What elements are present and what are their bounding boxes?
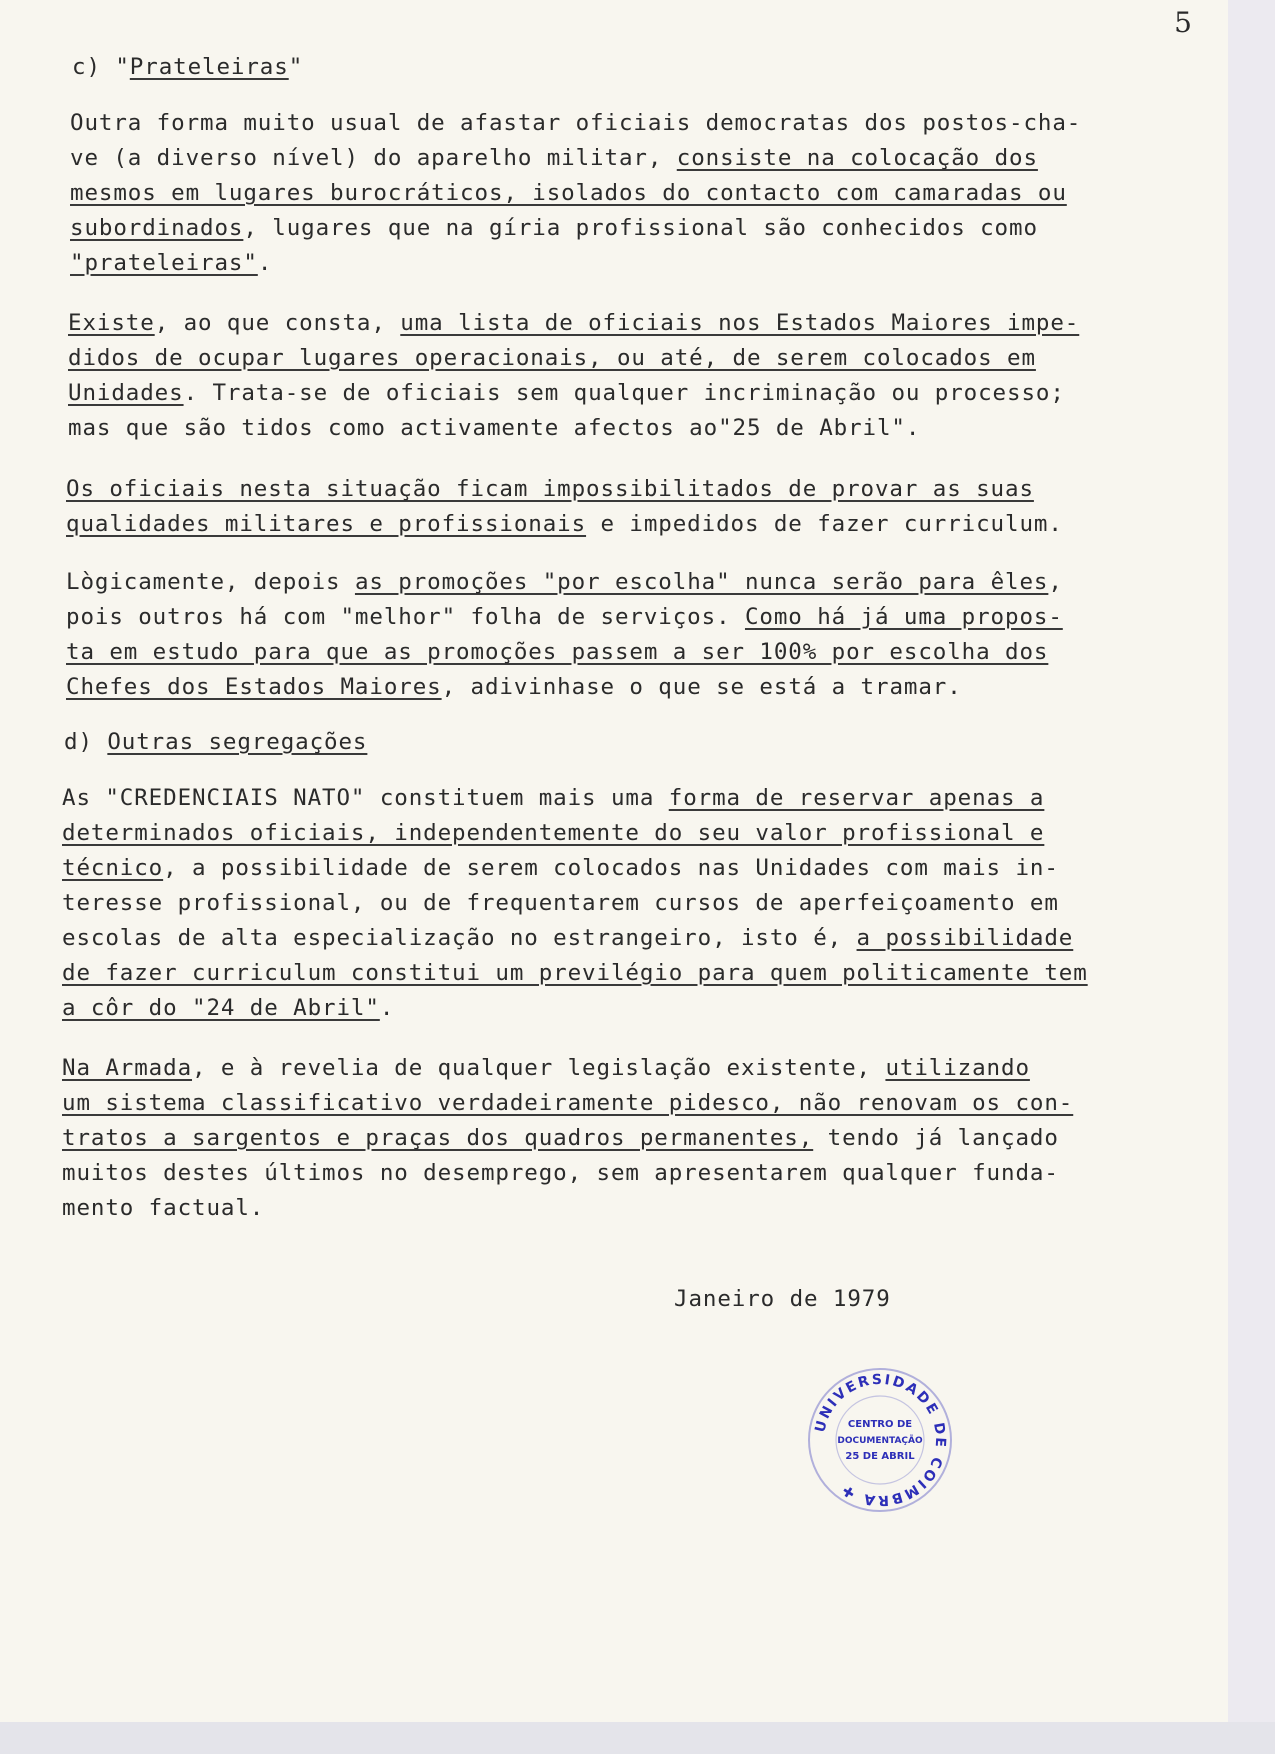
paragraph-line [62,1088,1073,1118]
paragraph-line [62,783,1044,813]
paragraph-line [68,378,1065,408]
underlined-text: Chefes dos Estados Maiores [66,674,442,700]
underlined-text: qualidades militares e profissionais [66,511,587,537]
paragraph-line: mas que são tidos como activamente afectos ao"25 de Abril". [68,415,921,441]
underlined-text: a possibilidade [856,925,1074,951]
underlined-text: de fazer curriculum constitui um previlégio para quem politicamente tem [62,960,1088,986]
paragraph-line [62,1123,1059,1153]
date-line: Janeiro de 1979 [674,1286,891,1312]
heading-prefix: d) [64,729,108,755]
text-span: escolas de alta especialização no estrangeiro, isto é, [62,925,857,951]
underlined-text: Existe [68,310,155,336]
text-span: , adivinhase o que se está a tramar. [441,674,962,700]
text-span: As "CREDENCIAIS NATO" constituem mais uma [62,785,669,811]
paragraph-line [70,213,1038,243]
heading-title: Outras segregações [107,729,368,755]
underlined-text: a côr do "24 de Abril" [62,995,380,1021]
text-span: . [257,250,273,276]
text-span: . Trata-se de oficiais sem qualquer incriminação ou processo; [183,380,1065,406]
paragraph-line [66,567,1063,597]
paragraph-line [62,923,1073,953]
underlined-text: Na Armada [62,1055,193,1081]
underlined-text: Como há já uma propos- [744,604,1063,630]
underlined-text: mesmos em lugares burocráticos, isolados do contacto com camaradas ou [70,180,1067,206]
text-span: e impedidos de fazer curriculum. [586,511,1063,537]
text-span: pois outros há com "melhor" folha de serviços. [66,604,745,630]
paragraph-line [66,509,1063,539]
paragraph-line [62,1053,1030,1083]
text-span: , e à revelia de qualquer legislação existente, [192,1055,886,1081]
text-span: , ao que consta, [154,310,401,336]
paragraph-line [66,474,1034,504]
paragraph-line [70,248,272,278]
paragraph-line [66,637,1048,667]
text-span: tendo já lançado [813,1125,1059,1151]
stamp-ring-text: UNIVERSIDADE DE COIMBRA ✚ [812,1371,949,1509]
scanner-background-bottom [0,1722,1275,1754]
underlined-text: "prateleiras" [70,250,258,276]
underlined-text: forma de reservar apenas a [668,785,1045,811]
library-stamp [805,1365,955,1515]
underlined-text: técnico [62,855,164,881]
text-span: , a possibilidade de serem colocados nas Unidades com mais in- [163,855,1059,881]
paragraph-line [68,343,1036,373]
underlined-text: um sistema classificativo verdadeiramente pidesco, não renovam os con- [62,1090,1074,1116]
scanner-background-right [1228,0,1275,1754]
underlined-text: utilizando [885,1055,1030,1081]
paragraph-line [66,672,962,702]
paragraph-line [68,308,1079,338]
underlined-text: Os oficiais nesta situação ficam impossibilitados de provar as suas [66,476,1034,502]
paragraph-line [66,602,1063,632]
underlined-text: subordinados [70,215,244,241]
heading-title: Prateleiras [129,54,289,80]
underlined-text: Unidades [68,380,184,406]
paragraph-line [70,178,1067,208]
paragraph-line: Outra forma muito usual de afastar oficiais democratas dos postos-cha- [70,110,1082,136]
paragraph-line [62,993,394,1023]
page-number: 5 [1174,6,1192,39]
underlined-text: uma lista de oficiais nos Estados Maiores impe- [400,310,1080,336]
paragraph-line [62,818,1044,848]
section-d-heading [64,727,367,757]
text-span: ve (a diverso nível) do aparelho militar, [70,145,677,171]
text-span: . [379,995,395,1021]
heading-prefix: c) " [72,54,130,80]
paragraph-line [62,853,1059,883]
stamp-seal-icon [805,1365,955,1515]
underlined-text: determinados oficiais, independentemente do seu valor profissional e [62,820,1045,846]
text-span: , lugares que na gíria profissional são conhecidos como [243,215,1038,241]
underlined-text: consiste na colocação dos [676,145,1038,171]
paragraph-line: mento factual. [62,1195,265,1221]
paragraph-line: muitos destes últimos no desemprego, sem apresentarem qualquer funda- [62,1160,1059,1186]
stamp-line-1: CENTRO DE [847,1419,913,1430]
underlined-text: didos de ocupar lugares operacionais, ou até, de serem colocados em [68,345,1036,371]
stamp-line-2: DOCUMENTAÇÃO [837,1436,923,1446]
underlined-text: tratos a sargentos e praças dos quadros permanentes, [62,1125,814,1151]
underlined-text: as promoções "por escolha" nunca serão para êles [354,569,1049,595]
paragraph-line [70,143,1038,173]
text-span: , [1048,569,1063,595]
stamp-line-3: 25 DE ABRIL [845,1451,915,1462]
text-span: Lògicamente, depois [66,569,355,595]
underlined-text: ta em estudo para que as promoções passem a ser 100% por escolha dos [66,639,1049,665]
paragraph-line [62,958,1088,988]
heading-suffix: " [288,54,304,80]
section-c-heading [72,52,303,82]
paragraph-line: teresse profissional, ou de frequentarem cursos de aperfeiçoamento em [62,890,1059,916]
